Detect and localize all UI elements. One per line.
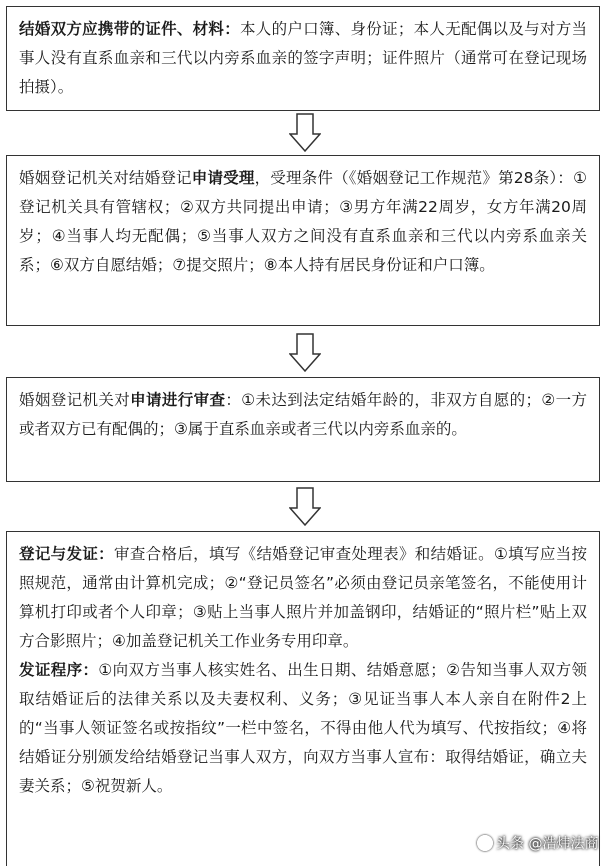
step-text bbox=[19, 656, 587, 801]
step-box-application bbox=[6, 155, 600, 326]
step-prefix: 婚姻登记机关对结婚登记 bbox=[19, 169, 192, 187]
down-arrow-icon bbox=[289, 487, 321, 527]
step-body: ：①未达到法定结婚年龄的，非双方自愿的；②一方或者双方已有配偶的；③属于直系血亲或者三代以内旁系血亲的。 bbox=[19, 391, 587, 438]
down-arrow-icon bbox=[289, 113, 321, 153]
down-arrow-icon bbox=[289, 333, 321, 373]
step-box-review bbox=[6, 377, 600, 482]
toutiao-logo-icon bbox=[477, 835, 493, 851]
step-heading: 申请进行审查 bbox=[130, 391, 226, 409]
step-heading: 登记与发证： bbox=[19, 545, 114, 563]
step-body: 本人的户口簿、身份证；本人无配偶以及与对方当事人没有直系血亲和三代以内旁系血亲的签字声明；证件照片（通常可在登记现场拍摄）。 bbox=[19, 20, 587, 96]
step-body: ，受理条件（《婚姻登记工作规范》第28条）：①登记机关具有管辖权；②双方共同提出申请；③男方年满22周岁，女方年满20周岁；④当事人均无配偶；⑤当事人双方之间没有直系血亲和三代以内旁系血亲关系；⑥双方自愿结婚；⑦提交照片；⑧本人持有居民身份证和户口簿。 bbox=[19, 169, 587, 274]
step-body: 审查合格后，填写《结婚登记审查处理表》和结婚证。①填写应当按照规范，通常由计算机完成；②“登记员签名”必须由登记员亲笔签名，不能使用计算机打印或者个人印章；③贴上当事人照片并加盖钢印，结婚证的“照片栏”贴上双方合影照片；④加盖登记机关工作业务专用印章。 bbox=[19, 545, 587, 650]
step-text bbox=[19, 540, 587, 656]
step-heading: 申请受理 bbox=[191, 169, 255, 187]
step-heading: 结婚双方应携带的证件、材料： bbox=[19, 20, 240, 38]
step-text bbox=[19, 164, 587, 280]
watermark bbox=[477, 833, 598, 853]
step-box-documents bbox=[6, 6, 600, 111]
step-body: ①向双方当事人核实姓名、出生日期、结婚意愿；②告知当事人双方领取结婚证后的法律关系以及夫妻权利、义务；③见证当事人本人亲自在附件2上的“当事人领证签名或按指纹”一栏中签名，不得由他人代为填写、代按指纹；④将结婚证分别颁发给结婚登记当事人双方，向双方当事人宣布：取得结婚证，确立夫妻关系；⑤祝贺新人。 bbox=[19, 661, 587, 795]
step-box-registration bbox=[6, 531, 600, 866]
step-prefix: 婚姻登记机关对 bbox=[19, 391, 131, 409]
step-text bbox=[19, 15, 587, 102]
watermark-text: 头条 @浩炜法商 bbox=[496, 836, 599, 852]
step-heading: 发证程序： bbox=[19, 661, 99, 679]
step-text bbox=[19, 386, 587, 444]
